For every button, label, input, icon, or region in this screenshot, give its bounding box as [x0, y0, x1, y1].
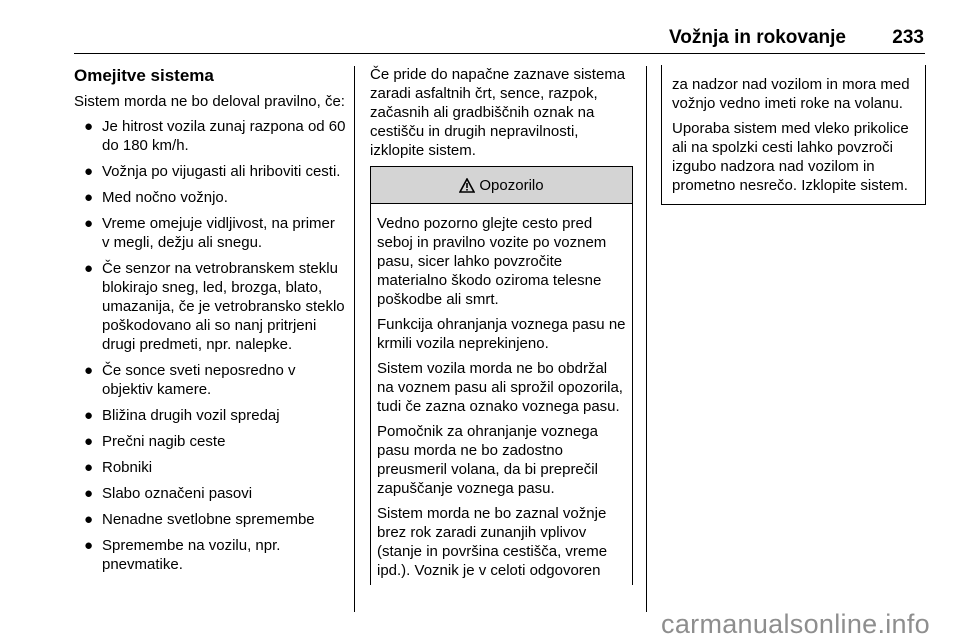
- warning-paragraph: Vedno pozorno glejte cesto pred seboj in pravilno vozite po voznem pasu, sicer lahko povzročite materialno škodo oziroma telesne poškodbe ali smrt.: [377, 215, 607, 308]
- limitations-list: [74, 117, 346, 574]
- bullet-icon: ●: [84, 260, 94, 277]
- list-item: ● Slabo označeni pasovi: [84, 485, 253, 502]
- column-2: [370, 65, 633, 585]
- warning-header: [371, 167, 632, 204]
- bullet-icon: ●: [84, 485, 94, 502]
- bullet-icon: ●: [84, 118, 94, 135]
- bullet-icon: ●: [84, 459, 94, 476]
- intro-paragraph: Če pride do napačne zaznave sistema zaradi asfaltnih črt, sence, razpok, začasnih ali gradbiščnih oznak na cestišču in drugih nepravilnosti, izklopite sistem.: [370, 66, 626, 159]
- intro-paragraph: Sistem morda ne bo deloval pravilno, če:: [74, 93, 345, 110]
- list-item: ● Je hitrost vozila zunaj razpona od 60 do 180 km/h.: [84, 118, 346, 154]
- section-title: Omejitve sistema: [74, 66, 214, 85]
- warning-paragraph: Sistem vozila morda ne bo obdržal na voznem pasu ali sprožil opozorila, tudi če zazna oznako voznega pasu.: [377, 360, 623, 415]
- list-item: ● Bližina drugih vozil spredaj: [84, 407, 280, 424]
- column-divider-2: [646, 66, 647, 612]
- bullet-icon: ●: [84, 511, 94, 528]
- bullet-icon: ●: [84, 537, 94, 554]
- list-item: ● Robniki: [84, 459, 153, 476]
- header-rule: [74, 53, 925, 54]
- list-item: ● Vožnja po vijugasti ali hriboviti cesti.: [84, 163, 341, 180]
- list-item: ● Spremembe na vozilu, npr. pnevmatike.: [84, 537, 281, 573]
- list-item: ● Če sonce sveti neposredno v objektiv kamere.: [84, 362, 296, 398]
- bullet-icon: ●: [84, 163, 94, 180]
- header-title: Vožnja in rokovanje: [668, 27, 846, 48]
- bullet-icon: ●: [84, 433, 94, 450]
- warning-box-continued: [661, 65, 926, 205]
- warning-paragraph: Pomočnik za ohranjanje voznega pasu morda ne bo zadostno preusmeril volana, da bi preprečil zapuščanje voznega pasu.: [377, 423, 598, 497]
- warning-box: [370, 166, 633, 585]
- bullet-icon: ●: [84, 189, 94, 206]
- warning-paragraph: Sistem morda ne bo zaznal vožnje brez rok zaradi zunanjih vplivov (stanje in površina cestišča, vreme ipd.). Voznik je v celoti odgovoren: [377, 505, 608, 579]
- warning-triangle-icon: [459, 178, 475, 193]
- page-number: 233: [892, 27, 924, 48]
- column-1: [74, 65, 346, 581]
- warning-paragraph: Funkcija ohranjanja voznega pasu ne krmili vozila neprekinjeno.: [377, 316, 626, 352]
- column-divider-1: [354, 66, 355, 612]
- page-header: [74, 24, 924, 54]
- bullet-icon: ●: [84, 407, 94, 424]
- warning-body: [371, 204, 632, 580]
- list-item: ● Prečni nagib ceste: [84, 433, 226, 450]
- warning-title: Opozorilo: [479, 176, 544, 194]
- warning-paragraph: za nadzor nad vozilom in mora med vožnjo vedno imeti roke na volanu.: [672, 76, 910, 112]
- list-item: ● Nenadne svetlobne spremembe: [84, 511, 315, 528]
- warning-paragraph: Uporaba sistem med vleko prikolice ali na spolzki cesti lahko povzroči izgubo nadzora nad vozilom in prometno nesrečo. Izklopite sistem.: [672, 120, 909, 194]
- bullet-icon: ●: [84, 362, 94, 379]
- list-item: ● Med nočno vožnjo.: [84, 189, 228, 206]
- list-item: ● Če senzor na vetrobranskem steklu blokirajo sneg, led, brozga, blato, umazanija, če je vetrobransko steklo poškodovano ali so nanj pritrjeni drugi predmeti, npr. nalepke.: [84, 260, 345, 353]
- column-3: [661, 66, 926, 205]
- watermark: carmanualsonline.info: [661, 609, 930, 639]
- list-item: ● Vreme omejuje vidljivost, na primer v megli, dežju ali snegu.: [84, 215, 335, 251]
- bullet-icon: ●: [84, 215, 94, 232]
